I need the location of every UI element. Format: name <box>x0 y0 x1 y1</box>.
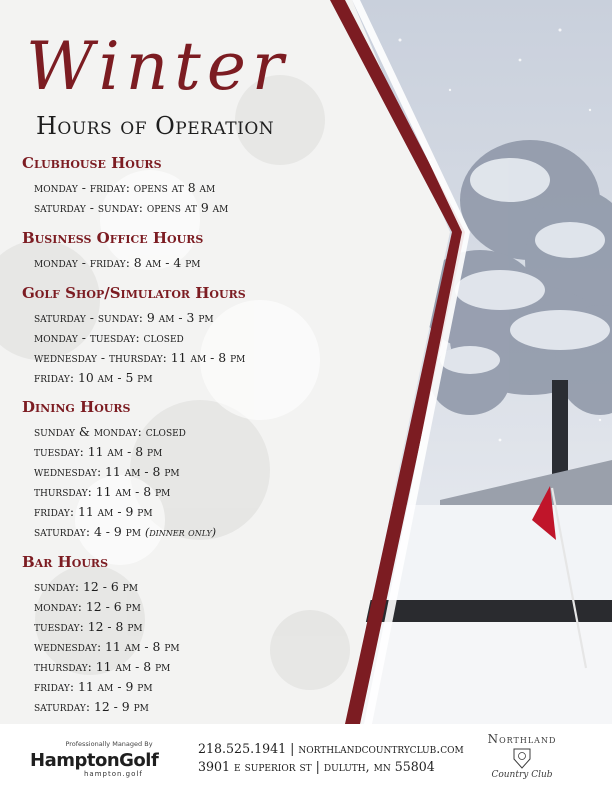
contact-address: 3901 e superior st | duluth, mn 55804 <box>198 759 435 774</box>
northland-club-logo <box>460 730 584 786</box>
section-heading: Bar Hours <box>22 553 109 571</box>
section-business-office <box>22 229 342 273</box>
script-title: Winter <box>26 28 290 105</box>
hours-line: tuesday: 12 - 8 pm <box>34 619 143 634</box>
hours-line: wednesday - thursday: 11 am - 8 pm <box>34 350 246 365</box>
section-heading: Golf Shop/Simulator Hours <box>22 284 246 302</box>
hampton-golf-url: hampton.golf <box>84 770 143 778</box>
section-dining <box>22 398 342 543</box>
hours-line: friday: 11 am - 9 pm <box>34 504 153 519</box>
hours-line-text: saturday: 4 - 9 pm <box>34 524 141 539</box>
page-subtitle: Hours of Operation <box>36 112 275 140</box>
hours-line: friday: 10 am - 5 pm <box>34 370 153 385</box>
section-heading: Business Office Hours <box>22 229 204 247</box>
hours-line: monday - friday: opens at 8 am <box>34 180 216 195</box>
hours-line: saturday: 12 - 9 pm <box>34 699 149 714</box>
hours-line: thursday: 11 am - 8 pm <box>34 484 171 499</box>
club-logo-subtitle: Country Club <box>491 770 553 780</box>
managed-by-label: Professionally Managed By <box>65 740 153 748</box>
section-heading: Clubhouse Hours <box>22 154 162 172</box>
hours-line: wednesday: 11 am - 8 pm <box>34 639 180 654</box>
hours-line: tuesday: 11 am - 8 pm <box>34 444 163 459</box>
hours-line: wednesday: 11 am - 8 pm <box>34 464 180 479</box>
club-crest-icon <box>512 747 532 769</box>
section-bar <box>22 553 342 717</box>
contact-phone-web: 218.525.1941 | northlandcountryclub.com <box>198 741 464 756</box>
dinner-only-note: (dinner only) <box>144 526 217 539</box>
hours-line: sunday: 12 - 6 pm <box>34 579 138 594</box>
club-logo-name: Northland <box>487 732 557 746</box>
hours-line <box>34 522 342 543</box>
hours-line: saturday - sunday: 9 am - 3 pm <box>34 310 214 325</box>
hours-line: saturday - sunday: opens at 9 am <box>34 200 229 215</box>
hours-line: friday: 11 am - 9 pm <box>34 679 153 694</box>
hours-line: monday - friday: 8 am - 4 pm <box>34 255 201 270</box>
hours-line: monday - tuesday: closed <box>34 330 184 345</box>
hampton-golf-logo: HamptonGolf <box>30 750 159 771</box>
hours-line: sunday & monday: closed <box>34 424 186 439</box>
hours-line: monday: 12 - 6 pm <box>34 599 141 614</box>
section-golf-shop <box>22 284 342 388</box>
footer <box>0 724 612 792</box>
section-heading: Dining Hours <box>22 398 131 416</box>
section-clubhouse <box>22 154 342 218</box>
hours-line: thursday: 11 am - 8 pm <box>34 659 171 674</box>
